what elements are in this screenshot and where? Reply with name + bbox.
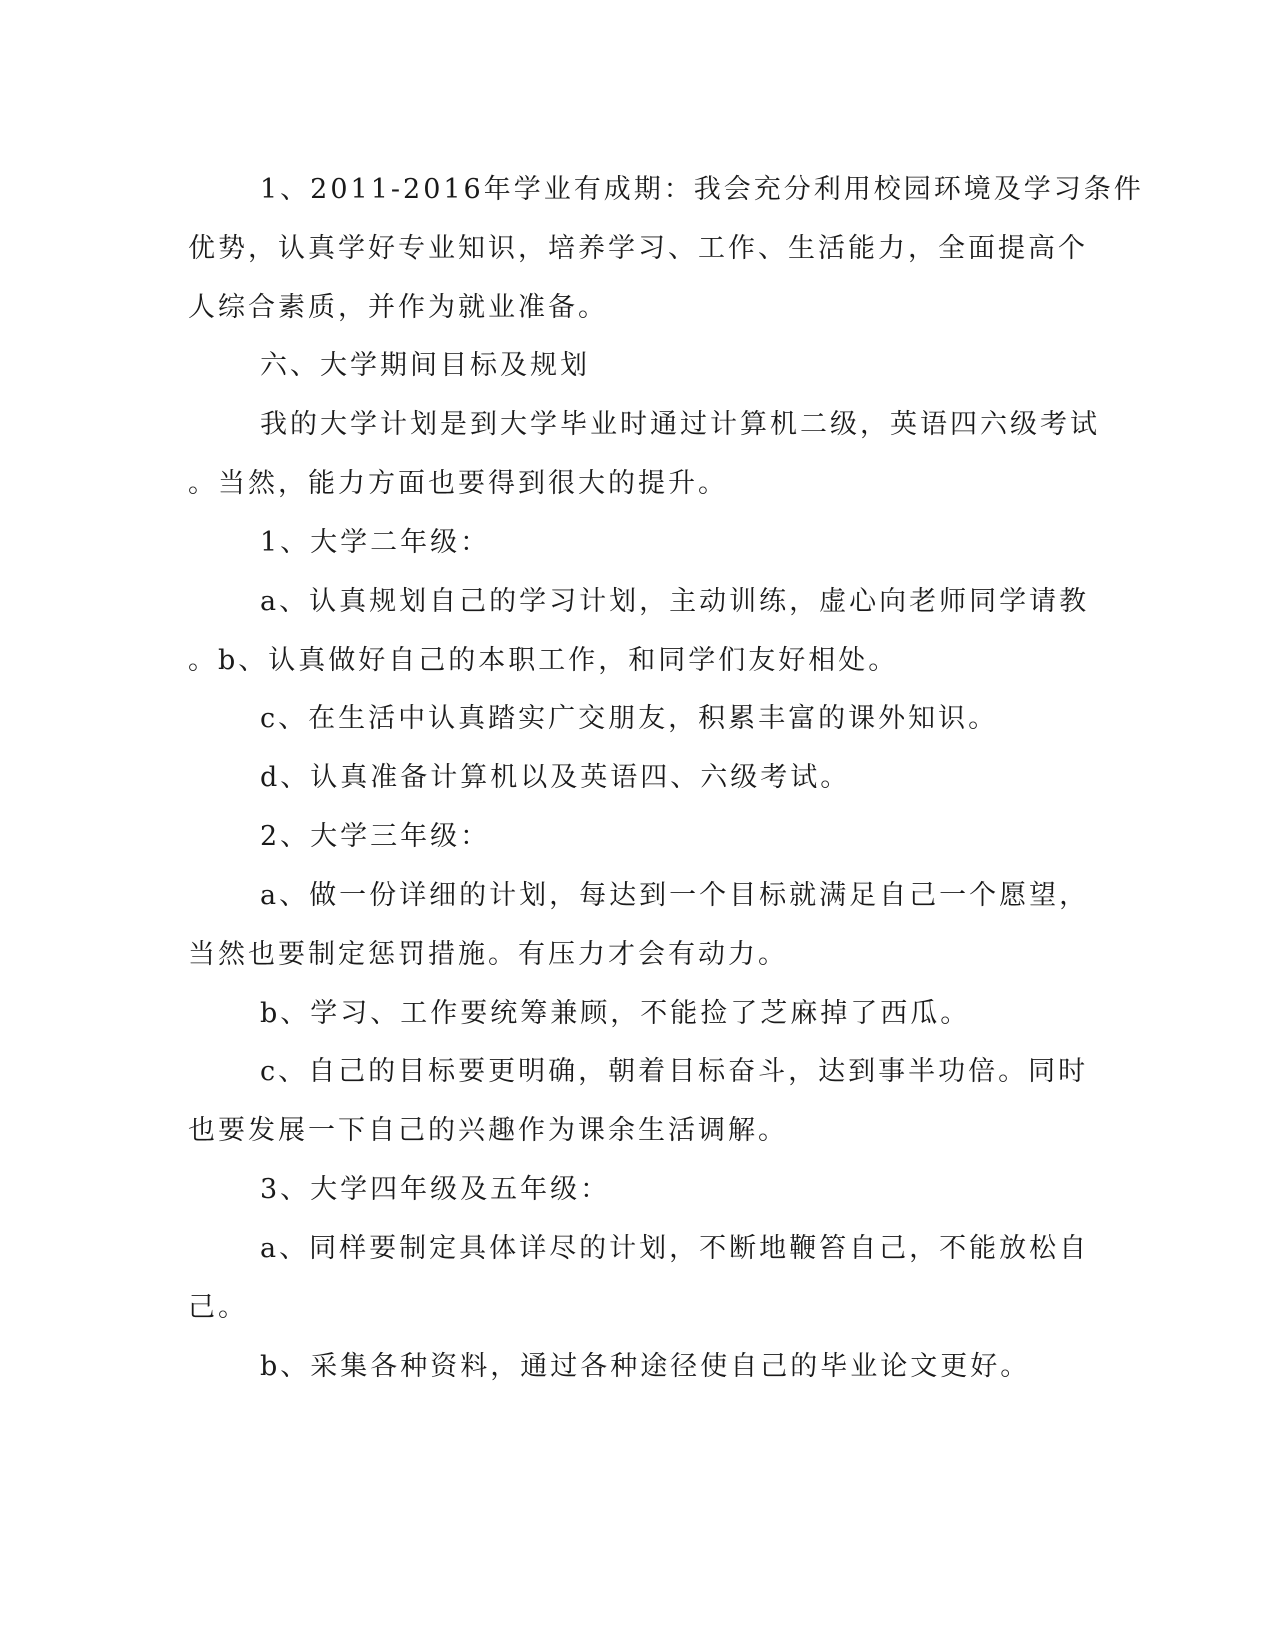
paragraph-line: a、做一份详细的计划，每达到一个目标就满足自己一个愿望， [260,880,1090,911]
paragraph-line: b、学习、工作要统筹兼顾，不能捡了芝麻掉了西瓜。 [260,998,971,1029]
paragraph-line: 我的大学计划是到大学毕业时通过计算机二级，英语四六级考试 [260,409,1100,440]
subheading: 1、大学二年级： [260,527,491,558]
paragraph-line: a、认真规划自己的学习计划，主动训练，虚心向老师同学请教 [260,586,1090,617]
paragraph-line: 当然也要制定惩罚措施。有压力才会有动力。 [188,939,788,970]
subheading: 3、大学四年级及五年级： [260,1174,611,1205]
paragraph-line: 己。 [188,1292,248,1323]
paragraph-line: b、采集各种资料，通过各种途径使自己的毕业论文更好。 [260,1351,1031,1382]
section-heading: 六、大学期间目标及规划 [260,350,590,381]
subheading: 2、大学三年级： [260,821,491,852]
paragraph-line: 优势，认真学好专业知识，培养学习、工作、生活能力，全面提高个 [188,233,1088,264]
paragraph-line: 也要发展一下自己的兴趣作为课余生活调解。 [188,1115,788,1146]
paragraph-line: a、同样要制定具体详尽的计划，不断地鞭笞自己，不能放松自 [260,1233,1090,1264]
paragraph-line: 。当然，能力方面也要得到很大的提升。 [188,468,728,499]
paragraph-line: c、自己的目标要更明确，朝着目标奋斗，达到事半功倍。同时 [260,1056,1089,1087]
paragraph-line: 人综合素质，并作为就业准备。 [188,292,608,323]
paragraph-line: c、在生活中认真踏实广交朋友，积累丰富的课外知识。 [260,703,999,734]
paragraph-line: 。b、认真做好自己的本职工作，和同学们友好相处。 [188,645,899,676]
paragraph-line: d、认真准备计算机以及英语四、六级考试。 [260,762,851,793]
paragraph-line: 1、2011-2016年学业有成期：我会充分利用校园环境及学习条件 [260,174,1144,205]
